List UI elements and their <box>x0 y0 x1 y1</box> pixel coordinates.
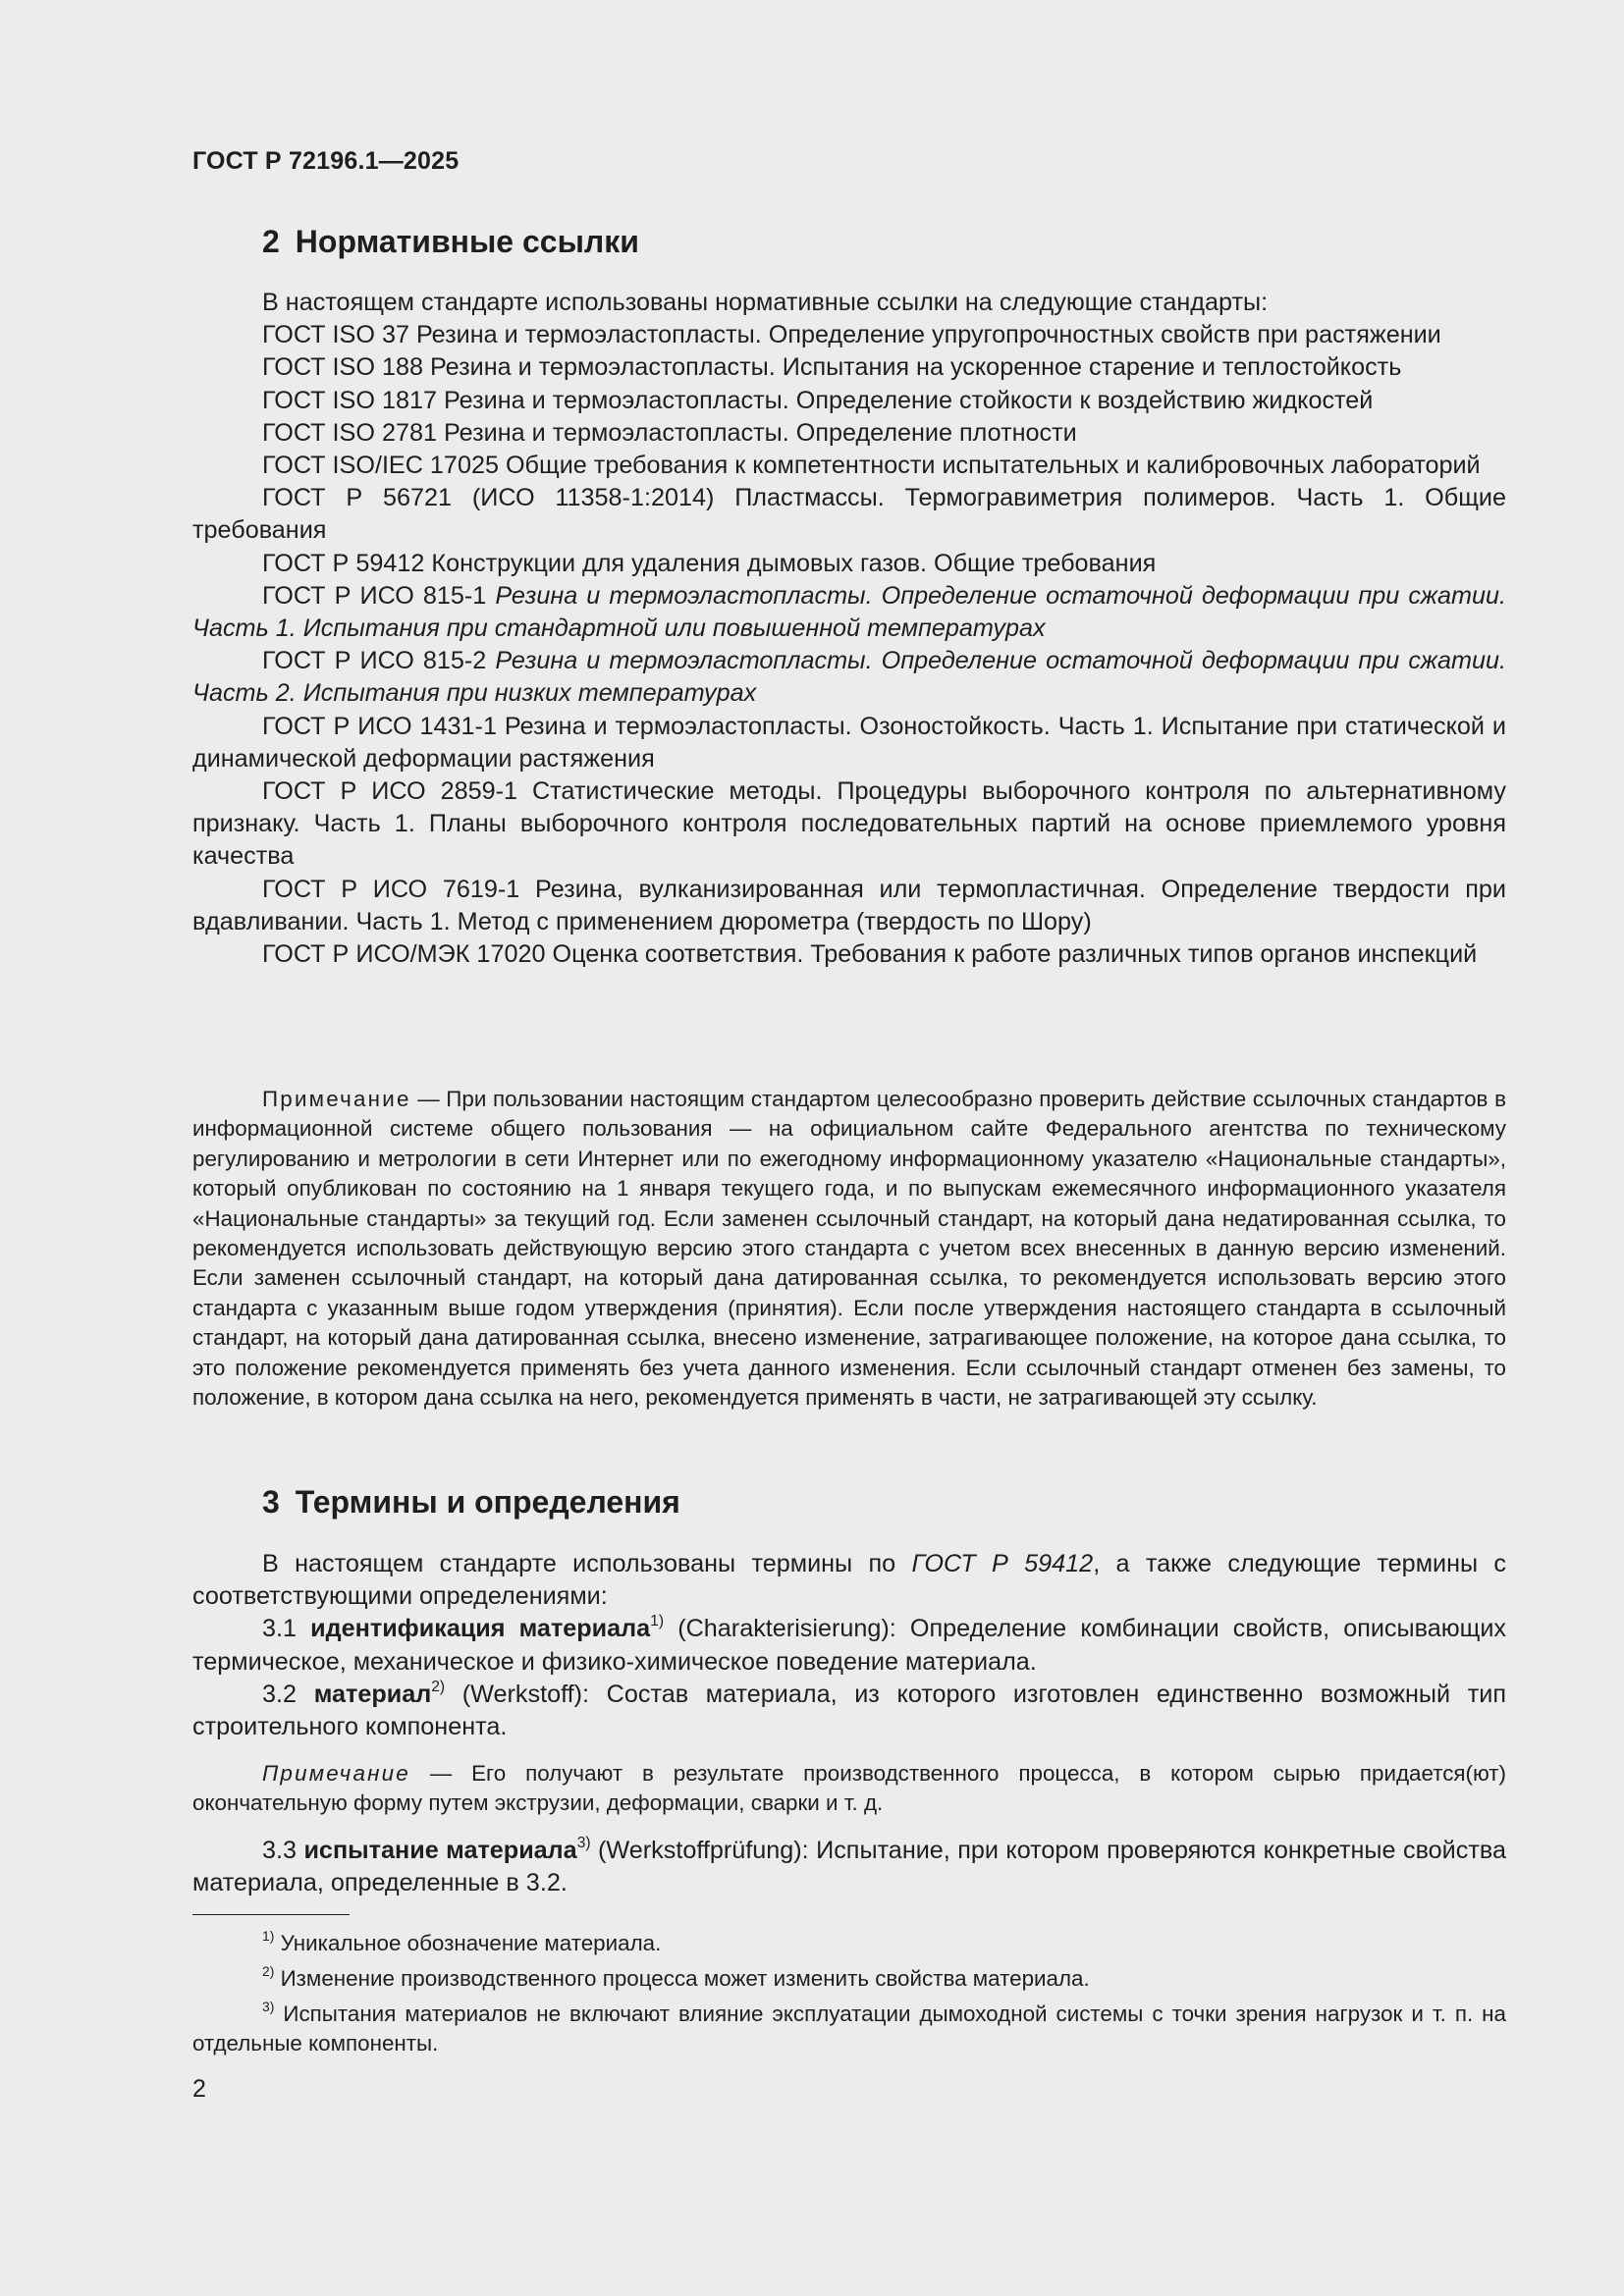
normative-references <box>192 287 1506 971</box>
reference-title: Оценка соответствия. Требования к работе различных типов органов инспекций <box>552 940 1478 969</box>
term-definition: (Charakterisierung): Определение комбинации свойств, описывающих термическое, механическое и физико-химическое поведение материала. <box>192 1615 1507 1676</box>
term-name: материал <box>313 1680 432 1708</box>
footnote <box>192 1964 1506 1994</box>
reference-title: Резина и термоэластопласты. Определение стойкости к воздействию жидкостей <box>443 386 1374 414</box>
term-note <box>192 1759 1506 1819</box>
term-number: 3.2 <box>262 1680 298 1708</box>
reference-code: ГОСТ Р 59412 <box>262 549 425 577</box>
note-text: — При пользовании настоящим стандартом целесообразно проверить действие ссылочных стандартов в информационной системе общего пользования — на официальном сайте Федерального агентства по техническому регулированию и метрологии в сети Интернет или по ежегодному информационному указателю «Национальные стандарты», который опубликован по состоянию на 1 января текущего года, и по выпускам ежемесячного информационного указателя «Национальные стандарты» за текущий год. Если заменен ссылочный стандарт, на который дана недатированная ссылка, то рекомендуется использовать действующую версию этого стандарта с учетом всех внесенных в данную версию изменений. Если заменен ссылочный стандарт, на который дана датированная ссылка, то рекомендуется использовать версию этого стандарта с указанным выше годом утверждения (принятия). Если после утверждения настоящего стандарта в ссылочный стандарт, на который дана датированная ссылка, внесено изменение, затрагивающее положение, на которое дана ссылка, то это положение рекомендуется применять без учета данного изменения. Если ссылочный стандарт отменен без замены, то положение, в котором дана ссылка на него, рекомендуется применять в части, не затрагивающей эту ссылку. <box>192 1087 1506 1411</box>
page-number: 2 <box>192 2075 206 2103</box>
term-entry <box>192 1835 1506 1899</box>
section-3-title: Термины и определения <box>295 1484 680 1520</box>
note-label: Примечание <box>262 1761 410 1786</box>
reference-title: Резина и термоэластопласты. Определение упругопрочностных свойств при растяжении <box>415 321 1441 349</box>
reference-title: Резина и термоэластопласты. Определение плотности <box>443 418 1077 447</box>
footnote-mark: 1) <box>650 1613 665 1630</box>
reference-item <box>192 385 1506 417</box>
section-2-title: Нормативные ссылки <box>295 224 639 259</box>
term-name: испытание материала <box>303 1837 577 1864</box>
footnote-mark: 3) <box>262 1999 275 2015</box>
footnote-mark: 3) <box>576 1835 591 1852</box>
footnote <box>192 1929 1506 1958</box>
reference-title: Резина, вулканизированная или термопластичная. Определение твердости при вдавливании. Часть 1. Метод с применением дюрометра (твердость по Шору) <box>192 875 1506 935</box>
section-3-intro: В настоящем стандарте использованы термины по ГОСТ Р 59412, а также следующие термины с соответствующими определениями: <box>192 1550 1507 1611</box>
intro-reference: ГОСТ Р 59412 <box>911 1550 1094 1577</box>
section-2-heading <box>262 224 639 260</box>
reference-title: Резина и термоэластопласты. Испытания на ускоренное старение и теплостойкость <box>429 353 1402 382</box>
reference-item <box>192 319 1506 351</box>
document-header: ГОСТ Р 72196.1—2025 <box>192 147 460 175</box>
reference-code: ГОСТ Р 56721 (ИСО 11358-1:2014) <box>262 484 715 512</box>
term-entry <box>192 1679 1506 1743</box>
footnote <box>192 2000 1506 2058</box>
footnote-divider <box>192 1914 350 1915</box>
term-entry-3-block <box>192 1835 1506 1899</box>
term-definition: (Werkstoffprüfung): Испытание, при котором проверяются конкретные свойства материала, определенные в 3.2. <box>192 1837 1506 1897</box>
reference-code: ГОСТ ISO 1817 <box>262 386 437 414</box>
reference-title: Резина и термоэластопласты. Определение остаточной деформации при сжатии. Часть 1. Испытания при стандартной или повышенной температурах <box>192 581 1507 643</box>
reference-title: Пластмассы. Термогравиметрия полимеров. Часть 1. Общие требования <box>192 484 1507 545</box>
reference-item <box>192 874 1506 938</box>
reference-item <box>192 775 1506 874</box>
term-number: 3.3 <box>262 1837 298 1864</box>
note-text: — Его получают в результате производственного процесса, в котором сырью придается(ют) окончательную форму путем экструзии, деформации, сварки и т. д. <box>192 1761 1506 1816</box>
reference-code: ГОСТ ISO 37 <box>262 321 409 349</box>
reference-item <box>192 482 1506 547</box>
footnote-mark: 1) <box>262 1928 275 1945</box>
reference-item <box>192 417 1506 450</box>
footnote-mark: 2) <box>262 1963 275 1980</box>
term-entry <box>192 1613 1506 1678</box>
reference-code: ГОСТ ISO 188 <box>262 353 423 382</box>
reference-code: ГОСТ Р ИСО 815-2 <box>262 647 487 675</box>
reference-item <box>192 351 1506 384</box>
reference-item <box>192 938 1506 971</box>
note-label: Примечание <box>262 1087 411 1111</box>
reference-code: ГОСТ Р ИСО 7619-1 <box>262 875 520 903</box>
reference-title: Статистические методы. Процедуры выборочного контроля по альтернативному признаку. Часть 1. Планы выборочного контроля последовательных партий на основе приемлемого уровня качества <box>192 777 1506 871</box>
reference-code: ГОСТ Р ИСО 815-1 <box>262 581 487 610</box>
reference-code: ГОСТ ISO/IEC 17025 <box>262 452 499 480</box>
term-number: 3.1 <box>262 1615 298 1643</box>
footnotes <box>192 1929 1506 2064</box>
section-3-number: 3 <box>262 1484 280 1520</box>
section-2-note <box>192 1085 1506 1413</box>
terms-and-definitions <box>192 1548 1506 1743</box>
footnote-text: Испытания материалов не включают влияние эксплуатации дымоходной системы с точки зрения нагрузок и т. п. на отдельные компоненты. <box>192 2002 1506 2056</box>
reference-item <box>192 645 1506 710</box>
reference-item <box>192 450 1506 482</box>
footnote-mark: 2) <box>431 1678 446 1695</box>
reference-title: Резина и термоэластопласты. Озоностойкость. Часть 1. Испытание при статической и динамической деформации растяжения <box>192 712 1506 773</box>
reference-code: ГОСТ ISO 2781 <box>262 418 437 447</box>
reference-item <box>192 548 1506 580</box>
reference-title: Резина и термоэластопласты. Определение остаточной деформации при сжатии. Часть 2. Испытания при низких температурах <box>192 647 1507 708</box>
footnote-text: Уникальное обозначение материала. <box>280 1931 662 1955</box>
term-definition: (Werkstoff): Состав материала, из которого изготовлен единственно возможный тип строительного компонента. <box>192 1680 1507 1741</box>
reference-item <box>192 580 1506 645</box>
reference-title: Общие требования к компетентности испытательных и калибровочных лабораторий <box>505 452 1481 480</box>
section-3-heading <box>262 1484 680 1521</box>
reference-code: ГОСТ Р ИСО 1431-1 <box>262 712 497 740</box>
section-2-intro: В настоящем стандарте использованы нормативные ссылки на следующие стандарты: <box>262 289 1269 316</box>
reference-title: Конструкции для удаления дымовых газов. Общие требования <box>431 549 1157 577</box>
reference-code: ГОСТ Р ИСО 2859-1 <box>262 777 518 806</box>
section-2-number: 2 <box>262 224 280 259</box>
reference-item <box>192 711 1506 775</box>
reference-code: ГОСТ Р ИСО/МЭК 17020 <box>262 940 546 969</box>
footnote-text: Изменение производственного процесса может изменить свойства материала. <box>280 1966 1090 1991</box>
term-name: идентификация материала <box>310 1615 651 1643</box>
